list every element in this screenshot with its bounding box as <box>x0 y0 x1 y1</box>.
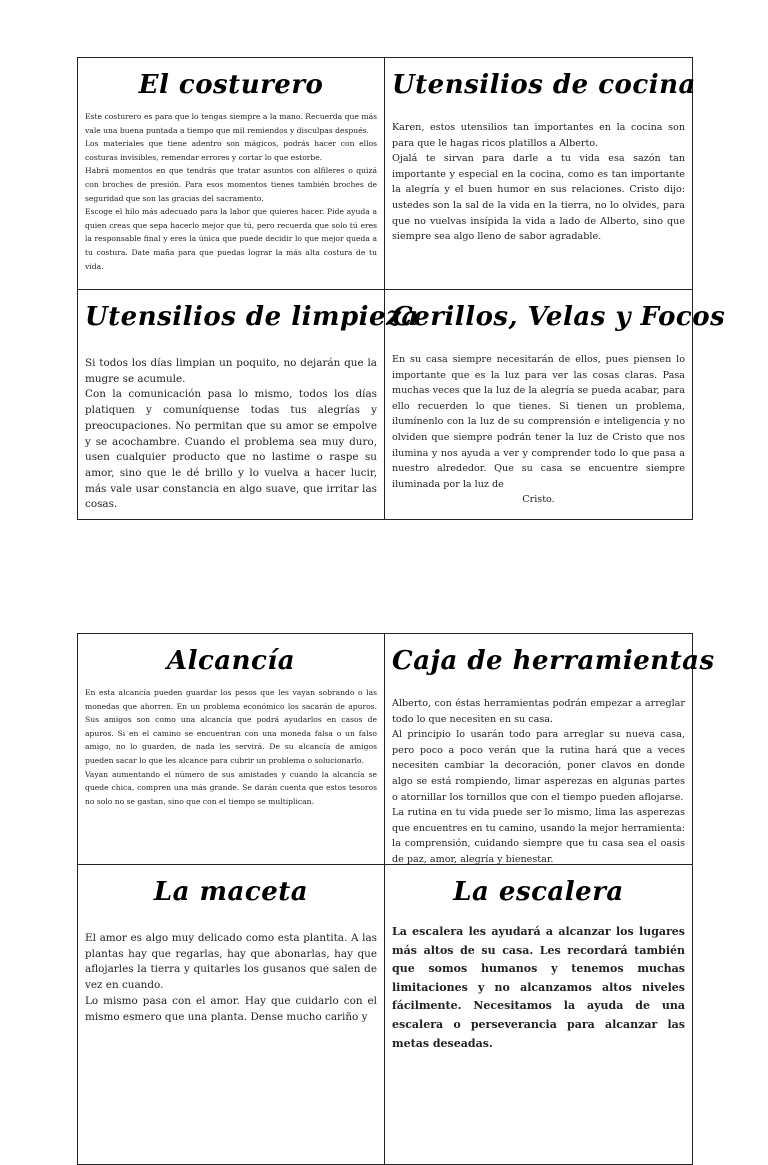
card-paragraph: Los materiales que tiene adentro son mágicos, podrás hacer con ellos costuras invisibles, remendar errores y cortar lo que estorbe. <box>85 139 377 162</box>
card-paragraph: La rutina en tu vida puede ser lo mismo, lima las asperezas que encuentres en tu camino, usando la mejor herramienta: la comprensión, cuidando siempre que tu casa sea el oasis de paz, amor, alegría y bienestar. <box>392 807 685 865</box>
card-paragraph: En su casa siempre necesitarán de ellos, pues piensen lo importante que es la luz para ver las cosas claras. Pasa muchas veces que la luz de la alegría se pueda acabar, para ello recuerden lo que tienes. Si tienen un problema, ilumínenlo con la luz de su comprensión e inteligencia y no olviden que siempre podrán tener la luz de Cristo que nos ilumina y nos ayuda a ver y comprender todo lo que pasa a nuestro alrededor. Que su casa se encuentre siempre iluminada por la luz de <box>392 354 685 490</box>
card-body <box>85 110 377 273</box>
card-alcancia <box>78 634 385 865</box>
card-paragraph: Con la comunicación pasa lo mismo, todos los días platiquen y comuníquense todas tus alegrías y preocupaciones. No permitan que su amor se empolve y se acochambre. Cuando el problema sea muy duro, usen cualquier producto que no lastime o raspe su amor, sino que le dé brillo y lo vuelva a hacer lucir, más vale usar constancia en algo suave, que irritar las cosas. <box>85 388 377 511</box>
card-paragraph: La escalera les ayudará a alcanzar los lugares más altos de su casa. Les recordará también que somos humanos y tenemos muchas limitaciones y no alcanzamos altos niveles fácilmente. Necesitamos la ayuda de una escalera o perseverancia para alcanzar las metas deseadas. <box>392 925 685 1050</box>
card-title: El costurero <box>138 70 324 100</box>
card-paragraph: Alberto, con éstas herramientas podrán empezar a arreglar todo lo que necesiten en su casa. <box>392 698 685 725</box>
card-body <box>392 120 685 245</box>
card-paragraph: Si todos los días limpian un poquito, no dejarán que la mugre se acumule. <box>85 357 377 385</box>
card-body <box>85 356 377 513</box>
card-costurero <box>78 58 385 290</box>
card-paragraph: Ojalá te sirvan para darle a tu vida esa sazón tan importante y especial en la cocina, como es tan importante la alegría y el buen humor en sus relaciones. Cristo dijo: ustedes son la sal de la vida en la tierra, no lo olvides, para que no vuelvas insípida la vida a lado de Alberto, sino que siempre sea algo lleno de sabor agradable. <box>392 153 685 243</box>
card-cerillos-velas-focos <box>385 290 726 520</box>
card-paragraph: Lo mismo pasa con el amor. Hay que cuidarlo con el mismo esmero que una planta. Dense mucho cariño y <box>85 994 377 1023</box>
card-paragraph: Este costurero es para que lo tengas siempre a la mano. Recuerda que más vale una buena puntada a tiempo que mil remiendos y disculpas después. <box>85 112 377 135</box>
card-title: Alcancía <box>166 646 296 676</box>
card-body <box>392 352 685 508</box>
card-paragraph: Cristo. <box>522 494 555 506</box>
card-paragraph: Escoge el hilo más adecuado para la labor que quieres hacer. Pide ayuda a quien creas que sepa hacerlo mejor que tú, pero recuerda que solo tú eres la responsable final y eres la única que puede decidir lo que mejor queda a tu costura. Date maña para que puedas lograr la más alta costura de tu vida. <box>85 207 377 271</box>
card-body <box>392 923 685 1053</box>
card-title: Utensilios de cocina <box>392 70 696 100</box>
card-body <box>392 696 685 868</box>
card-paragraph: En esta alcancía pueden guardar los pesos que les vayan sobrando o las monedas que ahorren. En un problema económico los sacarán de apuros. Sus amigos son como una alcancía que podrá ayudarlos en casos de apuros. Si en el camino se encuentran con una moneda falsa o un falso amigo, no lo guarden, de nada les servirá. De su alcancía de amigos pueden sacar lo que les alcance para cubrir un problema o solucionarlo. <box>85 688 377 765</box>
card-paragraph: Al principio lo usarán todo para arreglar su nueva casa, pero poco a poco verán que la rutina hará que a veces necesiten cambiar la decoración, poner clavos en donde algo se está rompiendo, limar asperezas en algunas partes o atornillar los tornillos que con el tiempo pueden aflojarse. <box>392 729 685 803</box>
card-la-maceta <box>78 865 385 1165</box>
card-paragraph: El amor es algo muy delicado como esta plantita. A las plantas hay que regarlas, hay que abonarlas, hay que aflojarles la tierra y quitarles los gusanos que salen de vez en cuando. <box>85 932 377 992</box>
card-title: La escalera <box>453 877 624 907</box>
card-utensilios-limpieza <box>78 290 419 520</box>
card-paragraph: Habrá momentos en que tendrás que tratar asuntos con alfileres o quizá con broches de presión. Para esos momentos tienes también broches de seguridad que son las gracias del sacramento. <box>85 166 377 203</box>
card-body <box>85 931 377 1025</box>
card-utensilios-cocina <box>385 58 696 290</box>
card-body <box>85 686 377 808</box>
card-title: Cerillos, Velas y Focos <box>392 302 726 332</box>
cards-grid-bottom <box>77 633 715 1165</box>
cards-grid-top <box>77 57 726 520</box>
card-paragraph: Vayan aumentando el número de sus amistades y cuando la alcancía se quede chica, compren una más grande. Se darán cuenta que estos tesoros no solo no se gastan, sino que con el tiempo se multiplican. <box>85 769 377 806</box>
card-title: La maceta <box>153 877 309 907</box>
card-paragraph: Karen, estos utensilios tan importantes en la cocina son para que le hagas ricos platillos a Alberto. <box>392 122 685 149</box>
card-la-escalera <box>385 865 693 1165</box>
card-title: Utensilios de limpieza <box>85 302 419 332</box>
card-caja-herramientas <box>385 634 715 865</box>
card-title: Caja de herramientas <box>392 646 715 676</box>
